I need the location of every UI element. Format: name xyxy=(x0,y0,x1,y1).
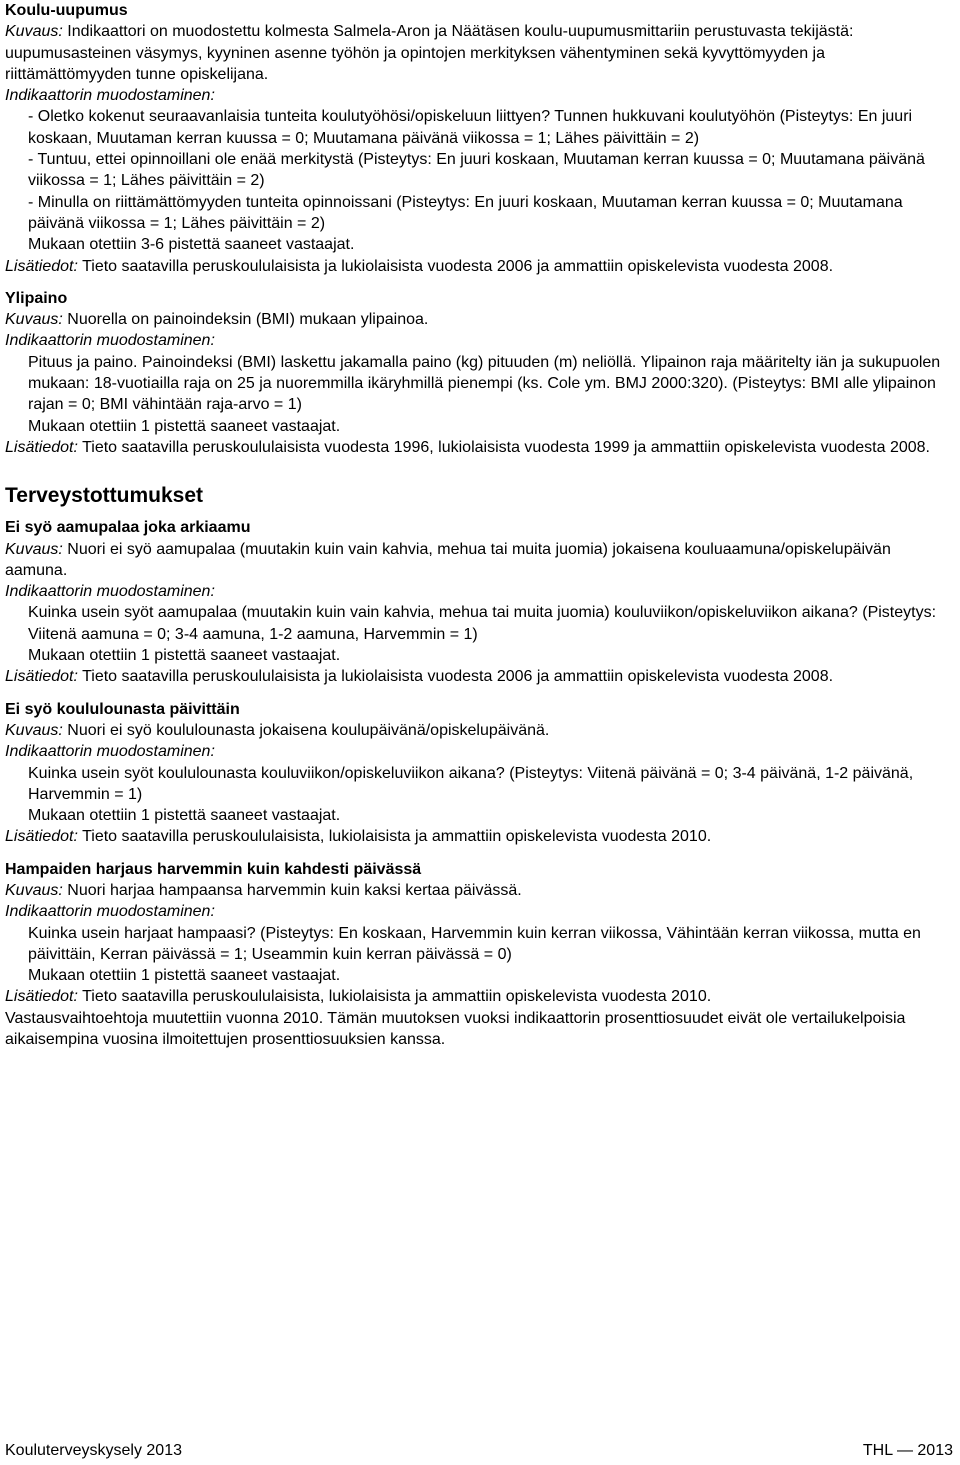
description xyxy=(5,720,955,741)
description-text: Nuori harjaa hampaansa harvemmin kuin kaksi kertaa päivässä. xyxy=(67,881,522,899)
additional-info xyxy=(5,256,955,277)
additional-info-label: Lisätiedot: xyxy=(5,988,78,1006)
description-label: Kuvaus: xyxy=(5,881,63,899)
footer-left: Kouluterveyskysely 2013 xyxy=(5,1442,182,1459)
section-ylipaino xyxy=(5,288,955,458)
inclusion-text: Mukaan otettiin 1 pistettä saaneet vastaajat. xyxy=(28,647,341,665)
inclusion-text: Mukaan otettiin 3-6 pistettä saaneet vastaajat. xyxy=(28,236,355,254)
additional-info-label: Lisätiedot: xyxy=(5,668,78,686)
indicator-text: Kuinka usein syöt aamupalaa (muutakin kuin vain kahvia, mehua tai muita juomia) kouluviikon/opiskeluviikon aikana? (Pisteytys: Viitenä aamuna = 0; 3-4 aamuna, 1-2 aamuna, Harvemmin = 1) xyxy=(28,604,937,643)
change-note: Vastausvaihtoehtoja muutettiin vuonna 2010. Tämän muutoksen vuoksi indikaattorin prosenttiosuudet eivät ole vertailukelpoisia aikaisempina vuosina ilmoitettujen prosenttiosuuksien kanssa. xyxy=(5,1009,906,1049)
description-label: Kuvaus: xyxy=(5,721,63,739)
description-text: Nuori ei syö koululounasta jokaisena koulupäivänä/opiskelupäivänä. xyxy=(67,721,550,739)
page-footer xyxy=(5,1441,953,1461)
section-koulu-uupumus xyxy=(5,0,955,277)
question-1: - Oletko kokenut seuraavanlaisia tunteita koulutyöhösi/opiskeluun liittyen? Tunnen hukkuvani koulutyöhön (Pisteytys: En juuri koskaan, Muutaman kerran kuussa = 0; Muutamana päivänä viikossa = 1; Lähes päivittäin = 2) xyxy=(28,108,913,147)
additional-info-text: Tieto saatavilla peruskoululaisista, lukiolaisista ja ammattiin opiskelevista vuodesta 2010. xyxy=(82,828,712,846)
inclusion-text: Mukaan otettiin 1 pistettä saaneet vastaajat. xyxy=(28,807,341,825)
inclusion-text: Mukaan otettiin 1 pistettä saaneet vastaajat. xyxy=(28,417,341,435)
section-hampaiden-harjaus xyxy=(5,859,955,1051)
indicator-label: Indikaattorin muodostaminen: xyxy=(5,87,215,105)
additional-info-text: Tieto saatavilla peruskoululaisista, lukiolaisista ja ammattiin opiskelevista vuodesta 2010. xyxy=(82,988,712,1006)
document-page xyxy=(5,0,955,1050)
section-koululounas xyxy=(5,699,955,848)
section-aamupala xyxy=(5,517,955,687)
section-title: Ei syö koululounasta päivittäin xyxy=(5,700,240,718)
description xyxy=(5,880,955,901)
additional-info-text: Tieto saatavilla peruskoululaisista ja lukiolaisista vuodesta 2006 ja ammattiin opiskelevista vuodesta 2008. xyxy=(82,668,834,686)
additional-info-label: Lisätiedot: xyxy=(5,257,78,275)
description xyxy=(5,539,955,582)
description xyxy=(5,309,955,330)
description-label: Kuvaus: xyxy=(5,23,63,41)
additional-info xyxy=(5,986,955,1007)
additional-info xyxy=(5,666,955,687)
indicator-body xyxy=(5,106,955,255)
section-title: Ylipaino xyxy=(5,289,68,307)
additional-info-text: Tieto saatavilla peruskoululaisista ja lukiolaisista vuodesta 2006 ja ammattiin opiskelevista vuodesta 2008. xyxy=(82,257,834,275)
additional-info-text: Tieto saatavilla peruskoululaisista vuodesta 1996, lukiolaisista vuodesta 1999 ja ammattiin opiskelevista vuodesta 2008. xyxy=(82,438,930,456)
chapter-heading: Terveystottumukset xyxy=(5,484,204,508)
description-text: Nuori ei syö aamupalaa (muutakin kuin vain kahvia, mehua tai muita juomia) jokaisena kouluaamuna/opiskelupäivän aamuna. xyxy=(5,540,891,579)
indicator-body xyxy=(5,763,955,827)
indicator-label: Indikaattorin muodostaminen: xyxy=(5,743,215,761)
description-text: Nuorella on painoindeksin (BMI) mukaan ylipainoa. xyxy=(67,311,429,329)
indicator-body xyxy=(5,923,955,987)
indicator-label: Indikaattorin muodostaminen: xyxy=(5,583,215,601)
additional-info-label: Lisätiedot: xyxy=(5,438,78,456)
indicator-text: Kuinka usein syöt koululounasta kouluviikon/opiskeluviikon aikana? (Pisteytys: Viitenä päivänä = 0; 3-4 päivänä, 1-2 päivänä, Harvemmin = 1) xyxy=(28,764,914,803)
additional-info xyxy=(5,826,955,847)
additional-info xyxy=(5,437,955,458)
section-title: Koulu-uupumus xyxy=(5,2,128,19)
indicator-text: Pituus ja paino. Painoindeksi (BMI) laskettu jakamalla paino (kg) pituuden (m) neliöllä. Ylipainon raja määritelty iän ja sukupuolen mukaan: 18-vuotiailla raja on 25 ja nuoremmilla ikäryhmillä pienempi (ks. Cole ym. BMJ 2000:320). (Pisteytys: BMI alle ylipainon rajan = 0; BMI vähintään raja-arvo = 1) xyxy=(28,353,941,414)
section-title: Ei syö aamupalaa joka arkiaamu xyxy=(5,519,251,537)
indicator-label: Indikaattorin muodostaminen: xyxy=(5,903,215,921)
inclusion-text: Mukaan otettiin 1 pistettä saaneet vastaajat. xyxy=(28,967,341,985)
indicator-body xyxy=(5,352,955,437)
indicator-text: Kuinka usein harjaat hampaasi? (Pisteytys: En koskaan, Harvemmin kuin kerran viikossa, Vähintään kerran viikossa, mutta en päivittäin, Kerran päivässä = 1; Useammin kuin kerran päivässä = 0) xyxy=(28,924,921,963)
question-3: - Minulla on riittämättömyyden tunteita opinnoissani (Pisteytys: En juuri koskaan, Muutaman kerran kuussa = 0; Muutamana päivänä viikossa = 1; Lähes päivittäin = 2) xyxy=(28,193,903,232)
description-text: Indikaattori on muodostettu kolmesta Salmela-Aron ja Näätäsen koulu-uupumusmittariin perustuvasta tekijästä: uupumusasteinen väsymys, kyyninen asenne työhön ja opintojen merkityksen vähentyminen sekä kyvyttömyyden ja riittämättömyyden tunne opiskelijana. xyxy=(5,23,854,83)
indicator-label: Indikaattorin muodostaminen: xyxy=(5,332,215,350)
description xyxy=(5,21,955,85)
footer-right: THL — 2013 xyxy=(862,1442,953,1459)
description-label: Kuvaus: xyxy=(5,540,63,558)
section-title: Hampaiden harjaus harvemmin kuin kahdesti päivässä xyxy=(5,860,422,878)
description-label: Kuvaus: xyxy=(5,311,63,329)
question-2: - Tuntuu, ettei opinnoillani ole enää merkitystä (Pisteytys: En juuri koskaan, Muutaman kerran kuussa = 0; Muutamana päivänä viikossa = 1; Lähes päivittäin = 2) xyxy=(28,151,925,190)
additional-info-label: Lisätiedot: xyxy=(5,828,78,846)
indicator-body xyxy=(5,602,955,666)
